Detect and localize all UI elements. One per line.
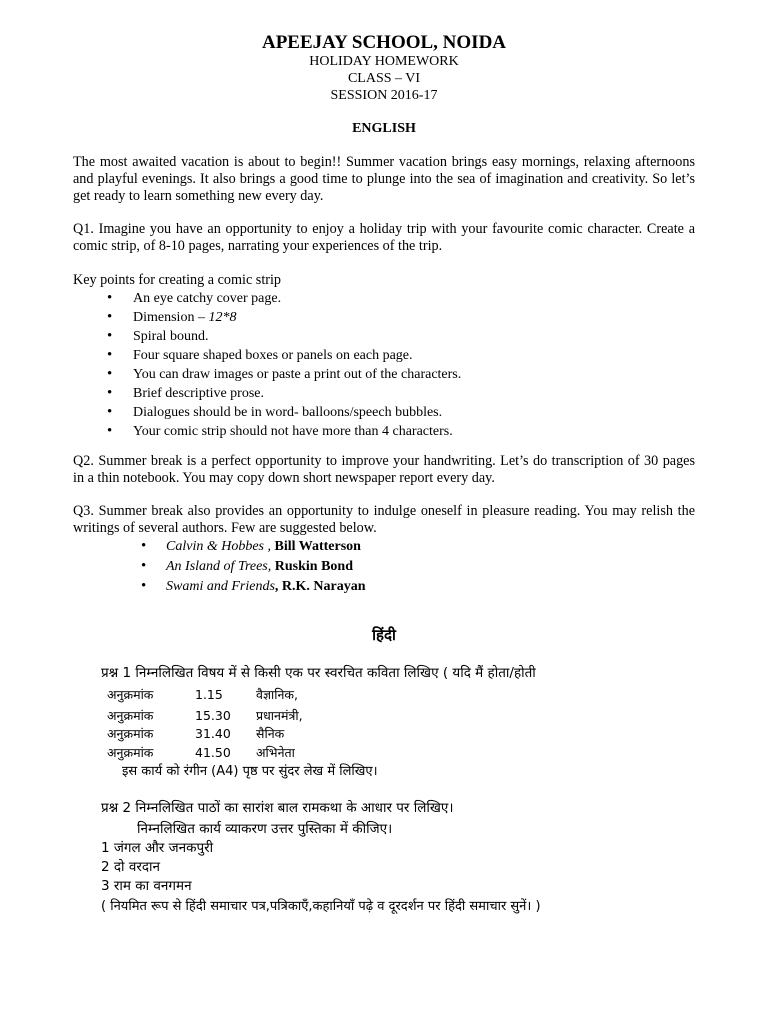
book-author: , R.K. Narayan	[274, 579, 366, 594]
book-list	[133, 538, 633, 598]
book-item	[133, 578, 633, 598]
school-name: APEEJAY SCHOOL, NOIDA	[261, 32, 507, 53]
book-author: Bill Watterson	[274, 539, 361, 554]
book-title: Calvin & Hobbes ,	[166, 539, 275, 554]
list-item: • Four square shaped boxes or panels on each page.	[73, 347, 673, 366]
hindi-item: 2 दो वरदान	[101, 859, 161, 875]
hindi-question-2: प्रश्न 2 निम्नलिखित पाठों का सारांश बाल रामकथा के आधार पर लिखिए।	[101, 800, 454, 816]
roll-range: 1.15	[195, 687, 223, 702]
key-points-title: Key points for creating a comic strip	[73, 272, 282, 288]
hindi-heading: हिंदी	[372, 626, 396, 644]
roll-label: अनुक्रमांक	[107, 726, 154, 741]
book-title: Swami and Friends	[166, 579, 275, 594]
english-question-3: Q3. Summer break also provides an opportunity to indulge oneself in pleasure reading. You may relish the writings of several authors. Few are suggested below.	[73, 503, 695, 536]
list-item: • An eye catchy cover page.	[73, 290, 673, 309]
roll-topic: सैनिक	[256, 726, 285, 741]
english-question-2: Q2. Summer break is a perfect opportunity to improve your handwriting. Let’s do transcription of 30 pages in a thin notebook. You may copy down short newspaper report every day.	[73, 453, 695, 486]
english-intro-paragraph: The most awaited vacation is about to begin!! Summer vacation brings easy mornings, relaxing afternoons and playful evenings. It also brings a good time to plunge into the sea of imagination and creativity. So let’s get ready to learn something new every day.	[73, 154, 695, 204]
session-label: SESSION 2016-17	[330, 88, 438, 103]
hindi-question-1-note: इस कार्य को रंगीन (A4) पृष्ठ पर सुंदर लेख में लिखिए।	[122, 764, 378, 779]
hindi-question-1: प्रश्न 1 निम्नलिखित विषय में से किसी एक पर स्वरचित कविता लिखिए ( यदि मैं होता/होती	[101, 665, 536, 681]
roll-label: अनुक्रमांक	[107, 745, 154, 760]
key-points-list	[73, 290, 673, 442]
book-item	[133, 538, 633, 558]
list-item: • Dimension – 12*8	[73, 309, 673, 328]
roll-range: 41.50	[195, 745, 231, 760]
list-item: • Brief descriptive prose.	[73, 385, 673, 404]
roll-label: अनुक्रमांक	[107, 708, 154, 723]
english-question-1: Q1. Imagine you have an opportunity to enjoy a holiday trip with your favourite comic character. Create a comic strip, of 8-10 pages, narrating your experiences of the trip.	[73, 221, 695, 254]
hindi-item: 3 राम का वनगमन	[101, 878, 192, 894]
roll-range: 31.40	[195, 726, 231, 741]
roll-topic: प्रधानमंत्री,	[256, 708, 303, 723]
hindi-footer-note: ( नियमित रूप से हिंदी समाचार पत्र,पत्रिकाएँ,कहानियाँ पढ़े व दूरदर्शन पर हिंदी समाचार सुनें। )	[101, 899, 541, 914]
list-item: • Spiral bound.	[73, 328, 673, 347]
book-author: Ruskin Bond	[274, 559, 353, 574]
dimension-value: 12*8	[208, 310, 237, 325]
english-heading: ENGLISH	[352, 121, 416, 136]
hindi-item: 1 जंगल और जनकपुरी	[101, 840, 214, 856]
list-item: • Your comic strip should not have more than 4 characters.	[73, 423, 673, 442]
book-item	[133, 558, 633, 578]
book-title: An Island of Trees,	[166, 559, 275, 574]
hindi-question-2-sub: निम्नलिखित कार्य व्याकरण उत्तर पुस्तिका में कीजिए।	[137, 821, 393, 837]
list-item: • You can draw images or paste a print out of the characters.	[73, 366, 673, 385]
roll-range: 15.30	[195, 708, 231, 723]
list-item: • Dialogues should be in word- balloons/speech bubbles.	[73, 404, 673, 423]
class-label: CLASS – VI	[347, 71, 421, 86]
document-title: HOLIDAY HOMEWORK	[309, 54, 459, 69]
roll-topic: वैज्ञानिक,	[256, 687, 298, 702]
roll-topic: अभिनेता	[256, 745, 295, 760]
roll-label: अनुक्रमांक	[107, 687, 154, 702]
